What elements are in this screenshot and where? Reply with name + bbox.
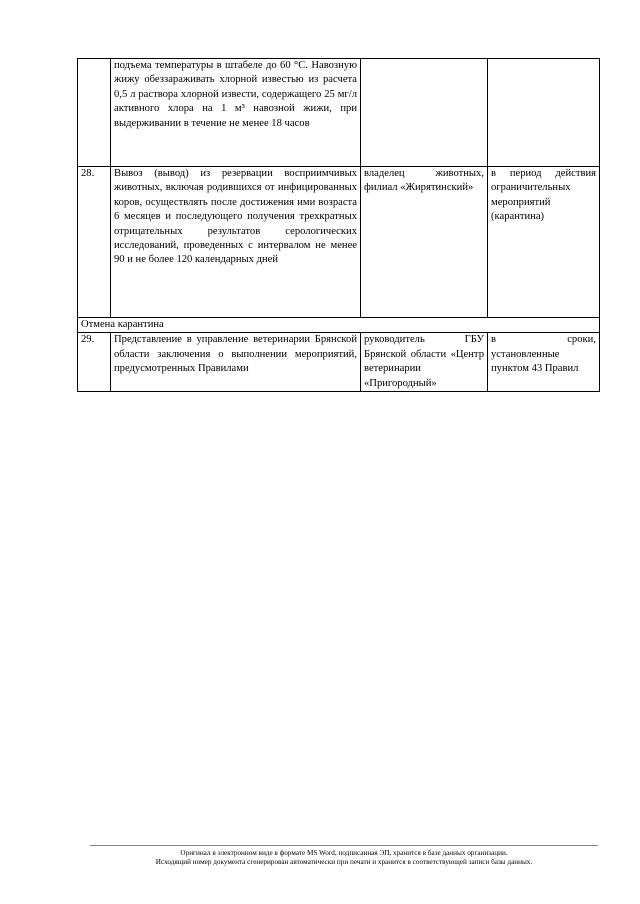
section-title: Отмена карантина [78, 318, 600, 333]
footer-line-1: Оригинал в электронном виде в формате MS Word, подписанная ЭП, хранится в базе данных организации. [180, 849, 508, 857]
measure-cell: Вывоз (вывод) из резервации восприимчивых животных, включая родившихся от инфицированных коров, осуществлять после достижения ими возраста 6 месяцев и последующего получения трехкратных отрицательных результатов серологических исследований, проведенных с интервалом не менее 90 и не более 120 календарных дней [111, 167, 361, 318]
table-row [78, 333, 600, 392]
row-number: 28. [78, 167, 111, 318]
footer-line-2: Исходящий номер документа сгенерирован автоматически при печати и хранится в соответствующей записи базы данных. [155, 858, 533, 866]
row-number: 29. [78, 333, 111, 392]
table-row [78, 167, 600, 318]
measure-cell: подъема температуры в штабеле до 60 °С. Навозную жижу обеззараживать хлорной известью из расчета 0,5 л раствора хлорной извести, содержащего 25 мг/л активного хлора на 1 м³ навозной жижи, при выдерживании в течение не менее 18 часов [111, 59, 361, 167]
row-number [78, 59, 111, 167]
table-row [78, 59, 600, 167]
deadline-cell: в период действия ограничительных мероприятий (карантина) [488, 167, 600, 318]
measures-table [77, 58, 600, 392]
deadline-cell [488, 59, 600, 167]
deadline-cell: в сроки, установленные пунктом 43 Правил [488, 333, 600, 392]
page-footer [90, 845, 598, 872]
measure-cell: Представление в управление ветеринарии Брянской области заключения о выполнении мероприятий, предусмотренных Правилами [111, 333, 361, 392]
responsible-cell: владелец животных, филиал «Жирятинский» [361, 167, 488, 318]
section-row [78, 318, 600, 333]
responsible-cell [361, 59, 488, 167]
responsible-cell: руководитель ГБУ Брянской области «Центр ветеринарии «Пригородный» [361, 333, 488, 392]
